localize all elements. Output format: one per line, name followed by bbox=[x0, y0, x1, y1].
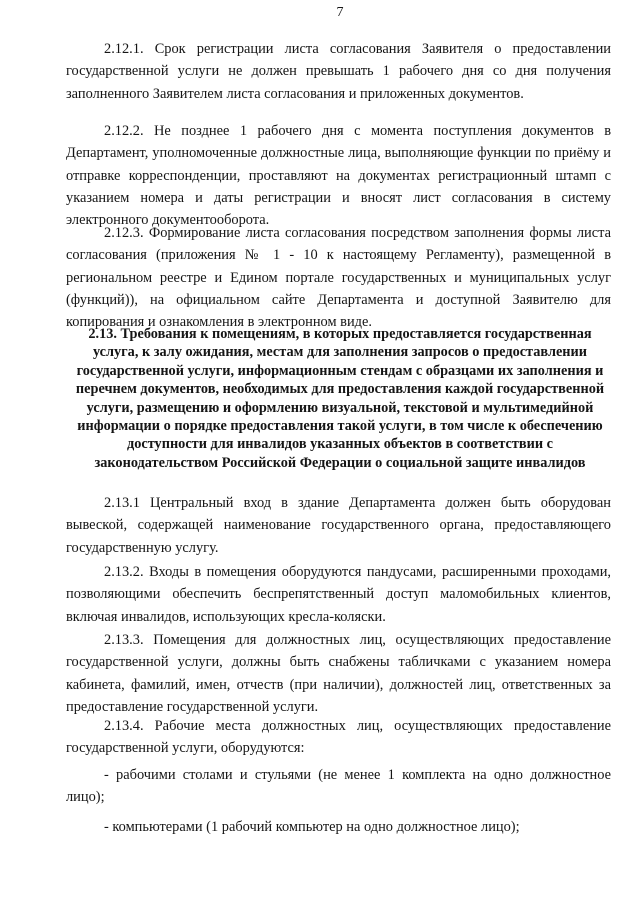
paragraph-2-13-4: 2.13.4. Рабочие места должностных лиц, осуществляющих предоставление государственной услуги, оборудуются: bbox=[66, 718, 611, 757]
section-heading-2-13: 2.13. Требования к помещениям, в которых предоставляется государственная услуга, к залу ожидания, местам для заполнения запросов о предоставлении государственной услуги, информационным стендам с образцами их заполнения и перечнем документов, необходимых для предоставления каждой государственной услуги, размещению и оформлению визуальной, текстовой и мультимедийной информации о порядке предоставления такой услуги, в том числе к обеспечению доступности для инвалидов указанных объектов в соответствии с законодательством Российской Федерации о социальной защите инвалидов bbox=[75, 326, 605, 471]
paragraph-2-13-1: 2.13.1 Центральный вход в здание Департамента должен быть оборудован вывеской, содержащей наименование государственного органа, предоставляющего государственную услугу. bbox=[66, 495, 611, 556]
paragraph-2-13-2: 2.13.2. Входы в помещения оборудуются пандусами, расширенными проходами, позволяющими обеспечить беспрепятственный доступ маломобильных клиентов, включая инвалидов, использующих кресла-коляски. bbox=[66, 564, 611, 625]
page-number: 7 bbox=[336, 5, 344, 20]
paragraph-2-13-3: 2.13.3. Помещения для должностных лиц, осуществляющих предоставление государственной услуги, должны быть снабжены табличками с указанием номера кабинета, фамилий, имен, отчеств (при наличии), должностей лиц, ответственных за предоставление государственной услуги. bbox=[66, 632, 611, 715]
paragraph-2-12-1: 2.12.1. Срок регистрации листа согласования Заявителя о предоставлении государственной услуги не должен превышать 1 рабочего дня со дня получения заполненного Заявителем листа согласования и приложенных документов. bbox=[66, 41, 611, 102]
list-item-desks: - рабочими столами и стульями (не менее 1 комплекта на одно должностное лицо); bbox=[66, 767, 611, 806]
list-item-computers: - компьютерами (1 рабочий компьютер на одно должностное лицо); bbox=[104, 819, 520, 835]
paragraph-2-12-3: 2.12.3. Формирование листа согласования посредством заполнения формы листа согласования (приложения № 1 - 10 к настоящему Регламенту), размещенной в региональном реестре и Едином портале государственных и муниципальных услуг (функций)), на официальном сайте Департамента и доступной Заявителю для копирования и ознакомления в электронном виде. bbox=[66, 225, 611, 331]
paragraph-2-12-2: 2.12.2. Не позднее 1 рабочего дня с момента поступления документов в Департамент, уполномоченные должностные лица, выполняющие функции по приёму и отправке корреспонденции, проставляют на документах регистрационный штамп с указанием номера и даты регистрации и вносят лист согласования в систему электронного документооборота. bbox=[66, 123, 611, 229]
